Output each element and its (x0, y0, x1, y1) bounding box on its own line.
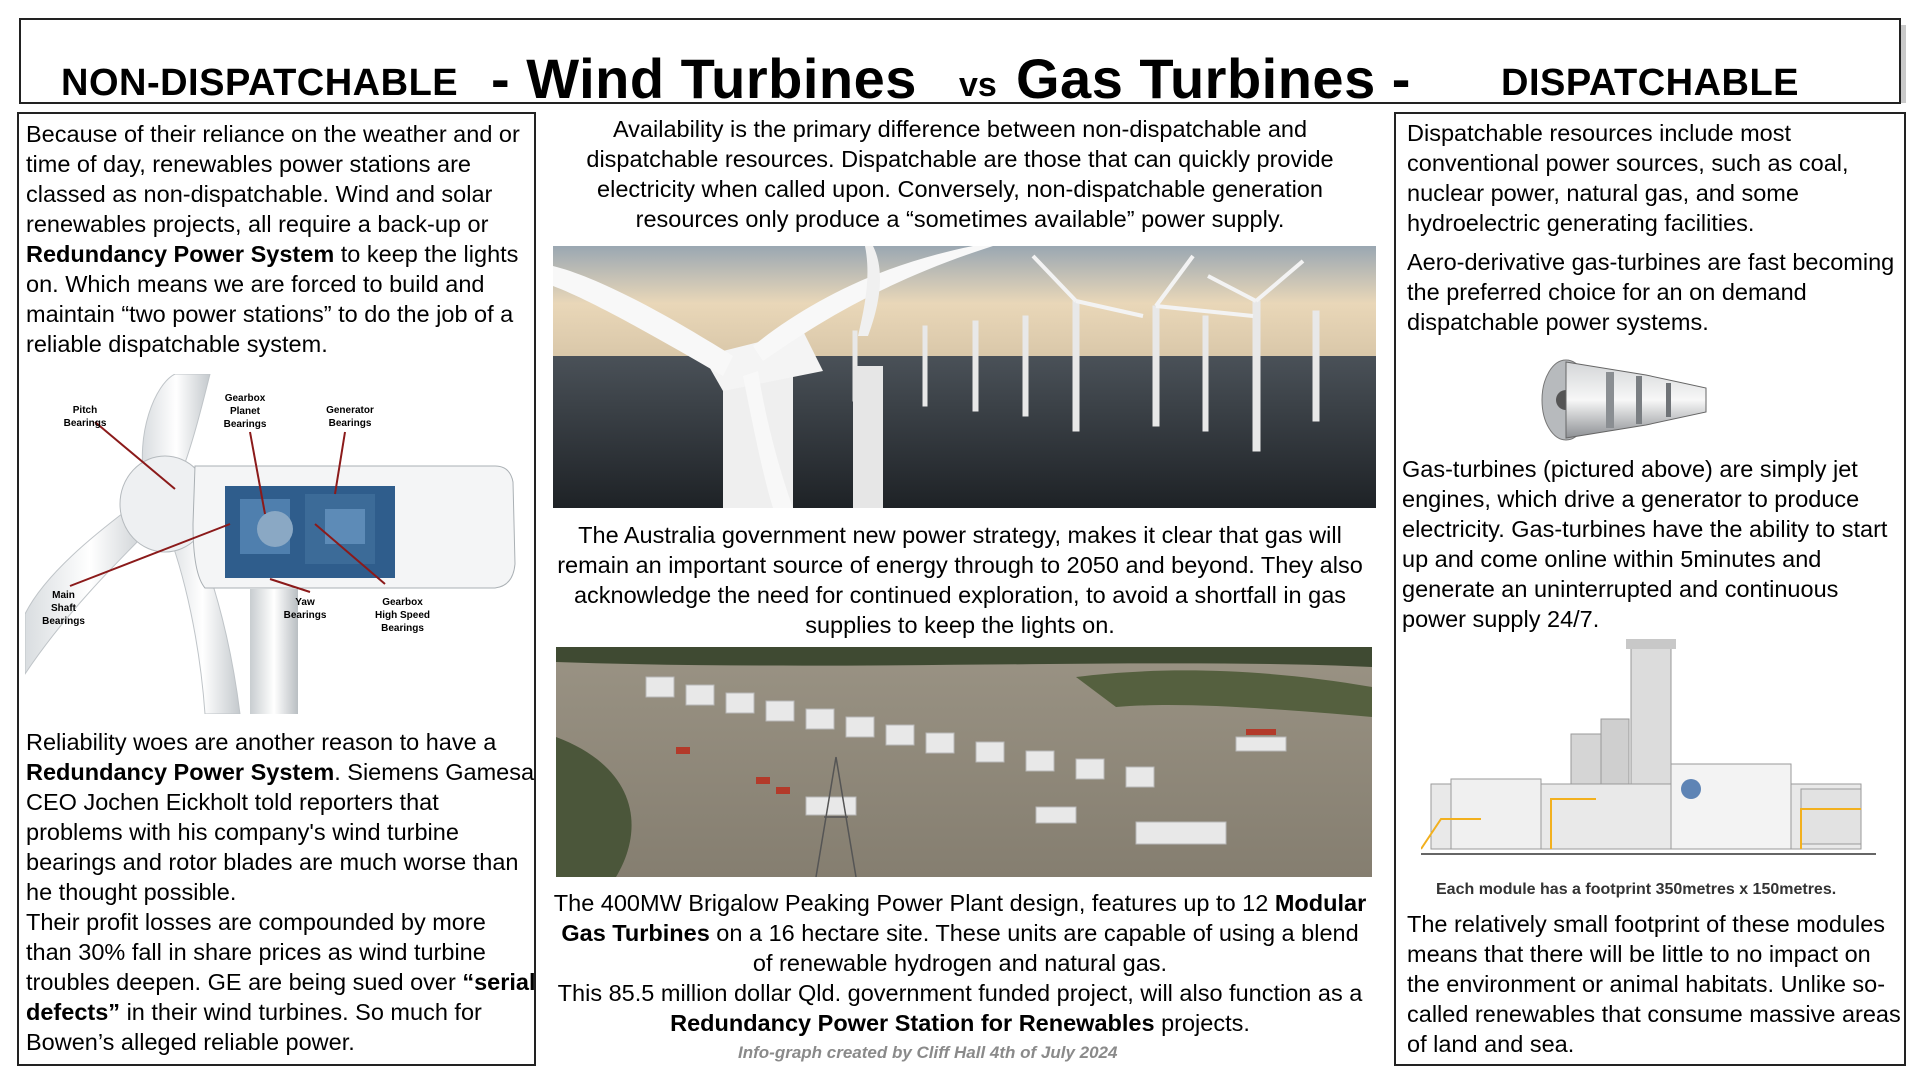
left-profit-paragraph: Their profit losses are compounded by more than 30% fall in share prices as wind turbine troubles deepen. GE are being sued over “serial defects” in their wind turbines. So much for Bowen’s alleged reliable power. (26, 909, 536, 1055)
offshore-wind-farm-photo (553, 246, 1376, 508)
modular-gas-turbine-unit-photo (1421, 639, 1876, 879)
center-plant-paragraph: The 400MW Brigalow Peaking Power Plant design, features up to 12 Modular Gas Turbines on a 16 hectare site. These units are capable of using a blend of renewable hydrogen and natural gas. (553, 890, 1367, 976)
label-gearbox-high-speed-bearings: Gearbox High Speed Bearings (374, 597, 430, 634)
label-main-shaft-bearings: Main Shaft Bearings (42, 590, 85, 627)
center-intro-paragraph: Availability is the primary difference between non-dispatchable and dispatchable resources. Dispatchable are those that can quickly provide electricity when called upon. Conversely, non-dispatchable generation resources only produce a “sometimes available” power supply. (586, 116, 1334, 232)
right-aero-paragraph: Aero-derivative gas-turbines are fast becoming the preferred choice for an on demand dispatchable power systems. (1407, 249, 1895, 335)
module-footprint-caption: Each module has a footprint 350metres x 150metres. (1436, 881, 1837, 898)
right-panel (1394, 112, 1906, 1066)
label-generator-bearings: Generator Bearings (326, 405, 374, 429)
left-reliability-paragraph: Reliability woes are another reason to have a Redundancy Power System. Siemens Gamesa CEO Jochen Eickholt told reporters that problems with his company's wind turbine bearings and rotor blades are much worse than he thought possible. (26, 729, 535, 905)
title-banner (19, 18, 1901, 110)
left-intro-paragraph: Because of their reliance on the weather and or time of day, renewables power stations are classed as non-dispatchable. Wind and solar renewables projects, all require a back-up or Redundancy Power System to keep the lights on. Which means we are forced to build and maintain “two power stations” to do the job of a reliable dispatchable system. (26, 121, 520, 357)
center-funding-paragraph: This 85.5 million dollar Qld. government funded project, will also function as a Redundancy Power Station for Renewables projects. (557, 980, 1363, 1036)
right-dispatchable-paragraph: Dispatchable resources include most conventional power sources, such as coal, nuclear power, natural gas, and some hydroelectric generating facilities. (1407, 120, 1849, 236)
left-panel (17, 112, 536, 1066)
label-gearbox-planet-bearings: Gearbox Planet Bearings (223, 393, 267, 430)
title-dispatchable: DISPATCHABLE (1501, 62, 1800, 104)
brigalow-plant-render (556, 647, 1372, 877)
label-pitch-bearings: Pitch Bearings (63, 405, 107, 429)
title-non-dispatchable: NON-DISPATCHABLE (61, 62, 459, 104)
modular-gas-turbines-term: Modular Gas Turbines (561, 890, 1367, 946)
label-yaw-bearings: Yaw Bearings (283, 597, 327, 621)
redundancy-term: Redundancy Power System (26, 241, 335, 267)
right-footprint-paragraph: The relatively small footprint of these modules means that there will be little to no impact on the environment or animal habitats. Unlike so-called renewables that consume massive areas of land and sea. (1407, 911, 1901, 1057)
right-gas-turbine-paragraph: Gas-turbines (pictured above) are simply jet engines, which drive a generator to produce electricity. Gas-turbines have the ability to start up and come online within 5minutes and generate an uninterrupted and continuous power supply 24/7. (1402, 456, 1888, 632)
title-gas-turbines: Gas Turbines - (1016, 47, 1411, 110)
title-wind-turbines: - Wind Turbines (491, 47, 917, 110)
gas-turbine-engine-photo (1536, 350, 1716, 450)
title-vs: vs (959, 66, 997, 104)
center-strategy-paragraph: The Australia government new power strategy, makes it clear that gas will remain an important source of energy through to 2050 and beyond. They also acknowledge the need for continued exploration, to avoid a shortfall in gas supplies to keep the lights on. (557, 522, 1363, 638)
wind-turbine-bearings-diagram (25, 374, 530, 714)
footer-credit: Info-graph created by Cliff Hall 4th of July 2024 (738, 1043, 1118, 1062)
